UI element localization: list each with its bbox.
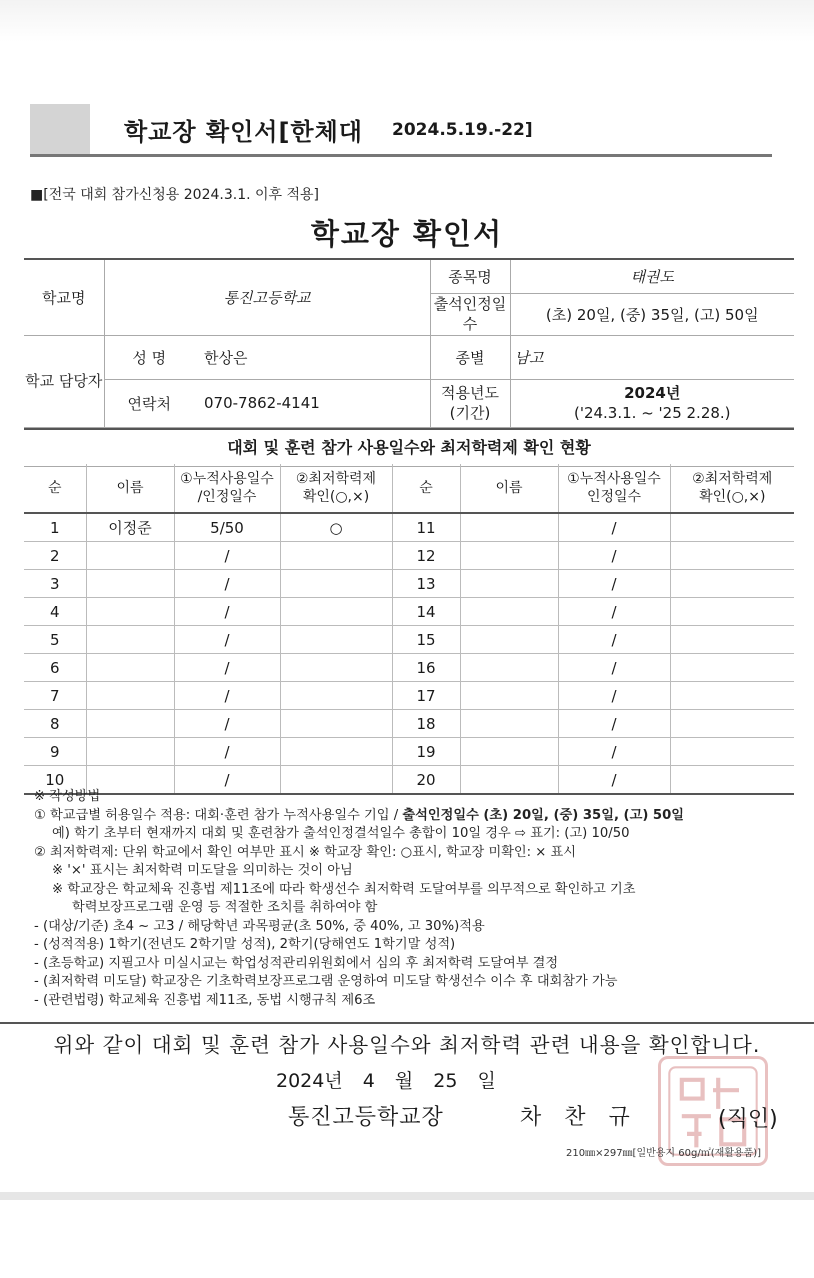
row-name-left — [86, 598, 174, 626]
col-name-left: 이름 — [86, 464, 174, 513]
header-title: 학교장 확인서[한체대 — [124, 118, 363, 146]
row-check-left — [280, 738, 392, 766]
col-days-left-line1: ①누적사용일수 — [180, 471, 274, 487]
col-days-left — [174, 464, 280, 513]
row-days-right: / — [558, 654, 670, 682]
method-line-10: - (최저학력 미도달) 학교장은 기초학력보장프로그램 운영하여 미도달 학생선수 이수 후 대회참가 가능 — [34, 974, 618, 989]
year-value: 2024년 — [624, 384, 681, 402]
method-line-1b: 출석인정일수 (초) 20일, (중) 35일, (고) 50일 — [402, 807, 685, 823]
row-days-left: / — [174, 570, 280, 598]
table-row — [24, 654, 794, 682]
col-check-right — [670, 464, 794, 513]
principal-name: 차 찬 규 — [520, 1105, 638, 1130]
manager-label: 학교 담당자 — [24, 335, 104, 427]
row-name-right — [460, 738, 558, 766]
grid-title: 대회 및 훈련 참가 사용일수와 최저학력제 확인 현황 — [24, 428, 794, 467]
col-no-left: 순 — [24, 464, 86, 513]
row-no-right: 11 — [392, 513, 460, 542]
row-days-right: / — [558, 542, 670, 570]
col-check-left-line2: 확인(○,×) — [302, 489, 370, 505]
document-title: 학교장 확인서 — [310, 217, 504, 251]
row-check-left — [280, 542, 392, 570]
row-name-left: 이정준 — [86, 513, 174, 542]
row-check-right — [670, 513, 794, 542]
row-name-left — [86, 738, 174, 766]
row-no-right: 16 — [392, 654, 460, 682]
contact-label: 연락처 — [104, 379, 194, 427]
issue-date: 2024년 4 월 25 일 — [276, 1070, 496, 1092]
table-row — [24, 710, 794, 738]
school-label: 학교명 — [24, 259, 104, 335]
row-name-right — [460, 598, 558, 626]
col-days-right-line2: 인정일수 — [586, 489, 642, 505]
table-row — [24, 626, 794, 654]
row-name-right — [460, 710, 558, 738]
notice-line: ■[전국 대회 참가신청용 2024.3.1. 이후 적용] — [30, 187, 320, 203]
row-no-left: 2 — [24, 542, 86, 570]
gender-label: 종별 — [430, 335, 510, 379]
scan-bottom-shade — [0, 1192, 814, 1200]
row-check-right — [670, 598, 794, 626]
row-check-right — [670, 738, 794, 766]
row-days-left: / — [174, 738, 280, 766]
row-check-left — [280, 682, 392, 710]
col-check-right-line2: 확인(○,×) — [699, 489, 766, 505]
row-name-right — [460, 682, 558, 710]
col-days-right — [558, 464, 670, 513]
table-row — [24, 682, 794, 710]
year-label — [430, 379, 510, 427]
table-row — [24, 738, 794, 766]
info-table — [24, 258, 794, 428]
row-days-left: / — [174, 598, 280, 626]
row-check-right — [670, 570, 794, 598]
row-days-left: / — [174, 766, 280, 795]
row-no-right: 18 — [392, 710, 460, 738]
sport-label: 종목명 — [430, 259, 510, 293]
row-name-right — [460, 654, 558, 682]
row-days-left: / — [174, 542, 280, 570]
header-rule — [30, 154, 772, 157]
col-no-right: 순 — [392, 464, 460, 513]
row-no-right: 13 — [392, 570, 460, 598]
row-days-right: / — [558, 682, 670, 710]
row-name-left — [86, 682, 174, 710]
row-check-left — [280, 710, 392, 738]
col-check-left — [280, 464, 392, 513]
row-no-right: 20 — [392, 766, 460, 795]
name-label: 성 명 — [104, 335, 194, 379]
school-value: 통진고등학교 — [104, 259, 430, 335]
row-check-left — [280, 626, 392, 654]
col-name-right: 이름 — [460, 464, 558, 513]
row-days-right: / — [558, 626, 670, 654]
row-no-left: 9 — [24, 738, 86, 766]
col-check-left-line1: ②최저학력제 — [295, 471, 377, 487]
method-section — [34, 788, 794, 1010]
table-row — [24, 542, 794, 570]
row-no-right: 15 — [392, 626, 460, 654]
row-no-left: 6 — [24, 654, 86, 682]
method-line-1a: ① 학교급별 허용일수 적용: 대회·훈련 참가 누적사용일수 기입 / — [34, 807, 403, 823]
row-no-left: 4 — [24, 598, 86, 626]
method-line-2: 예) 학기 초부터 현재까지 대회 및 훈련참가 출석인정결석일수 총합이 10일 경우 ⇨ 표기: (고) 10/50 — [52, 826, 630, 841]
header-date: 2024.5.19.-22] — [392, 120, 533, 140]
attendance-value: (초) 20일, (중) 35일, (고) 50일 — [510, 293, 794, 335]
row-days-right: / — [558, 738, 670, 766]
row-check-right — [670, 654, 794, 682]
row-check-right — [670, 682, 794, 710]
col-check-right-line1: ②최저학력제 — [692, 471, 773, 487]
paper-spec: 210㎜×297㎜[일반용지 60g/㎡(재활용품)] — [566, 1148, 762, 1159]
row-days-right: / — [558, 710, 670, 738]
row-name-right — [460, 542, 558, 570]
year-label-line2: (기간) — [449, 404, 491, 422]
table-row — [24, 513, 794, 542]
method-line-6: 학력보장프로그램 운영 등 적절한 조치를 취하여야 함 — [72, 900, 378, 915]
contact-value: 070-7862-4141 — [194, 379, 430, 427]
row-no-left: 8 — [24, 710, 86, 738]
row-check-left — [280, 570, 392, 598]
row-check-left — [280, 654, 392, 682]
row-name-right — [460, 570, 558, 598]
row-no-left: 7 — [24, 682, 86, 710]
row-no-left: 5 — [24, 626, 86, 654]
col-days-right-line1: ①누적사용일수 — [567, 471, 661, 487]
year-value-cell — [510, 379, 794, 427]
name-value: 한상은 — [194, 335, 430, 379]
row-days-right: / — [558, 570, 670, 598]
method-line-5: ※ 학교장은 학교체육 진흥법 제11조에 따라 학생선수 최저학력 도달여부를 의무적으로 확인하고 기초 — [52, 881, 636, 897]
gender-value: 남고 — [510, 335, 794, 379]
row-check-right — [670, 542, 794, 570]
method-line-8: - (성적적용) 1학기(전년도 2학기말 성적), 2학기(당해연도 1학기말 성적) — [34, 937, 456, 952]
method-heading: ※ 작성방법 — [34, 789, 101, 804]
row-name-left — [86, 542, 174, 570]
confirm-statement: 위와 같이 대회 및 훈련 참가 사용일수와 최저학력 관련 내용을 확인합니다. — [0, 1022, 814, 1058]
row-no-right: 12 — [392, 542, 460, 570]
row-days-left: / — [174, 682, 280, 710]
row-no-left: 3 — [24, 570, 86, 598]
row-days-right: / — [558, 513, 670, 542]
method-line-3: ② 최저학력제: 단위 학교에서 확인 여부만 표시 ※ 학교장 확인: ○표시, 학교장 미확인: × 표시 — [34, 844, 577, 860]
method-line-1 — [34, 807, 794, 826]
row-check-right — [670, 626, 794, 654]
row-days-left: 5/50 — [174, 513, 280, 542]
method-line-9: - (초등학교) 지필고사 미실시교는 학업성적관리위원회에서 심의 후 최저학력 도달여부 결정 — [34, 955, 559, 971]
method-line-11: - (관련법령) 학교체육 진흥법 제11조, 동법 시행규칙 제6조 — [34, 992, 376, 1008]
method-line-4: ※ '×' 표시는 최저학력 미도달을 의미하는 것이 아님 — [52, 863, 353, 878]
year-period: ('24.3.1. ~ '25 2.28.) — [573, 404, 731, 422]
row-days-left: / — [174, 654, 280, 682]
row-name-left — [86, 626, 174, 654]
method-line-7: - (대상/기준) 초4 ~ 고3 / 해당학년 과목평균(초 50%, 중 40%, 고 30%)적용 — [34, 918, 485, 934]
row-days-right: / — [558, 766, 670, 795]
table-row — [24, 598, 794, 626]
row-name-left — [86, 570, 174, 598]
row-no-right: 19 — [392, 738, 460, 766]
row-no-right: 17 — [392, 682, 460, 710]
row-name-right — [460, 626, 558, 654]
table-row — [24, 570, 794, 598]
header-grey-block — [30, 104, 90, 154]
row-no-left: 1 — [24, 513, 86, 542]
usage-grid — [24, 464, 794, 795]
year-label-line1: 적용년도 — [441, 384, 499, 402]
row-days-left: / — [174, 710, 280, 738]
attendance-label: 출석인정일수 — [430, 293, 510, 335]
row-check-left — [280, 598, 392, 626]
row-days-right: / — [558, 598, 670, 626]
row-no-left: 10 — [24, 766, 86, 795]
seal-label: (직인) — [718, 1107, 778, 1132]
scan-top-shade — [0, 0, 814, 42]
row-name-left — [86, 710, 174, 738]
row-no-right: 14 — [392, 598, 460, 626]
row-check-right — [670, 710, 794, 738]
row-days-left: / — [174, 626, 280, 654]
row-check-left: ○ — [280, 513, 392, 542]
row-name-left — [86, 654, 174, 682]
row-name-right — [460, 513, 558, 542]
sport-value: 태권도 — [510, 259, 794, 293]
col-days-left-line2: /인정일수 — [197, 489, 257, 505]
signer-name: 통진고등학교장 — [288, 1105, 444, 1130]
